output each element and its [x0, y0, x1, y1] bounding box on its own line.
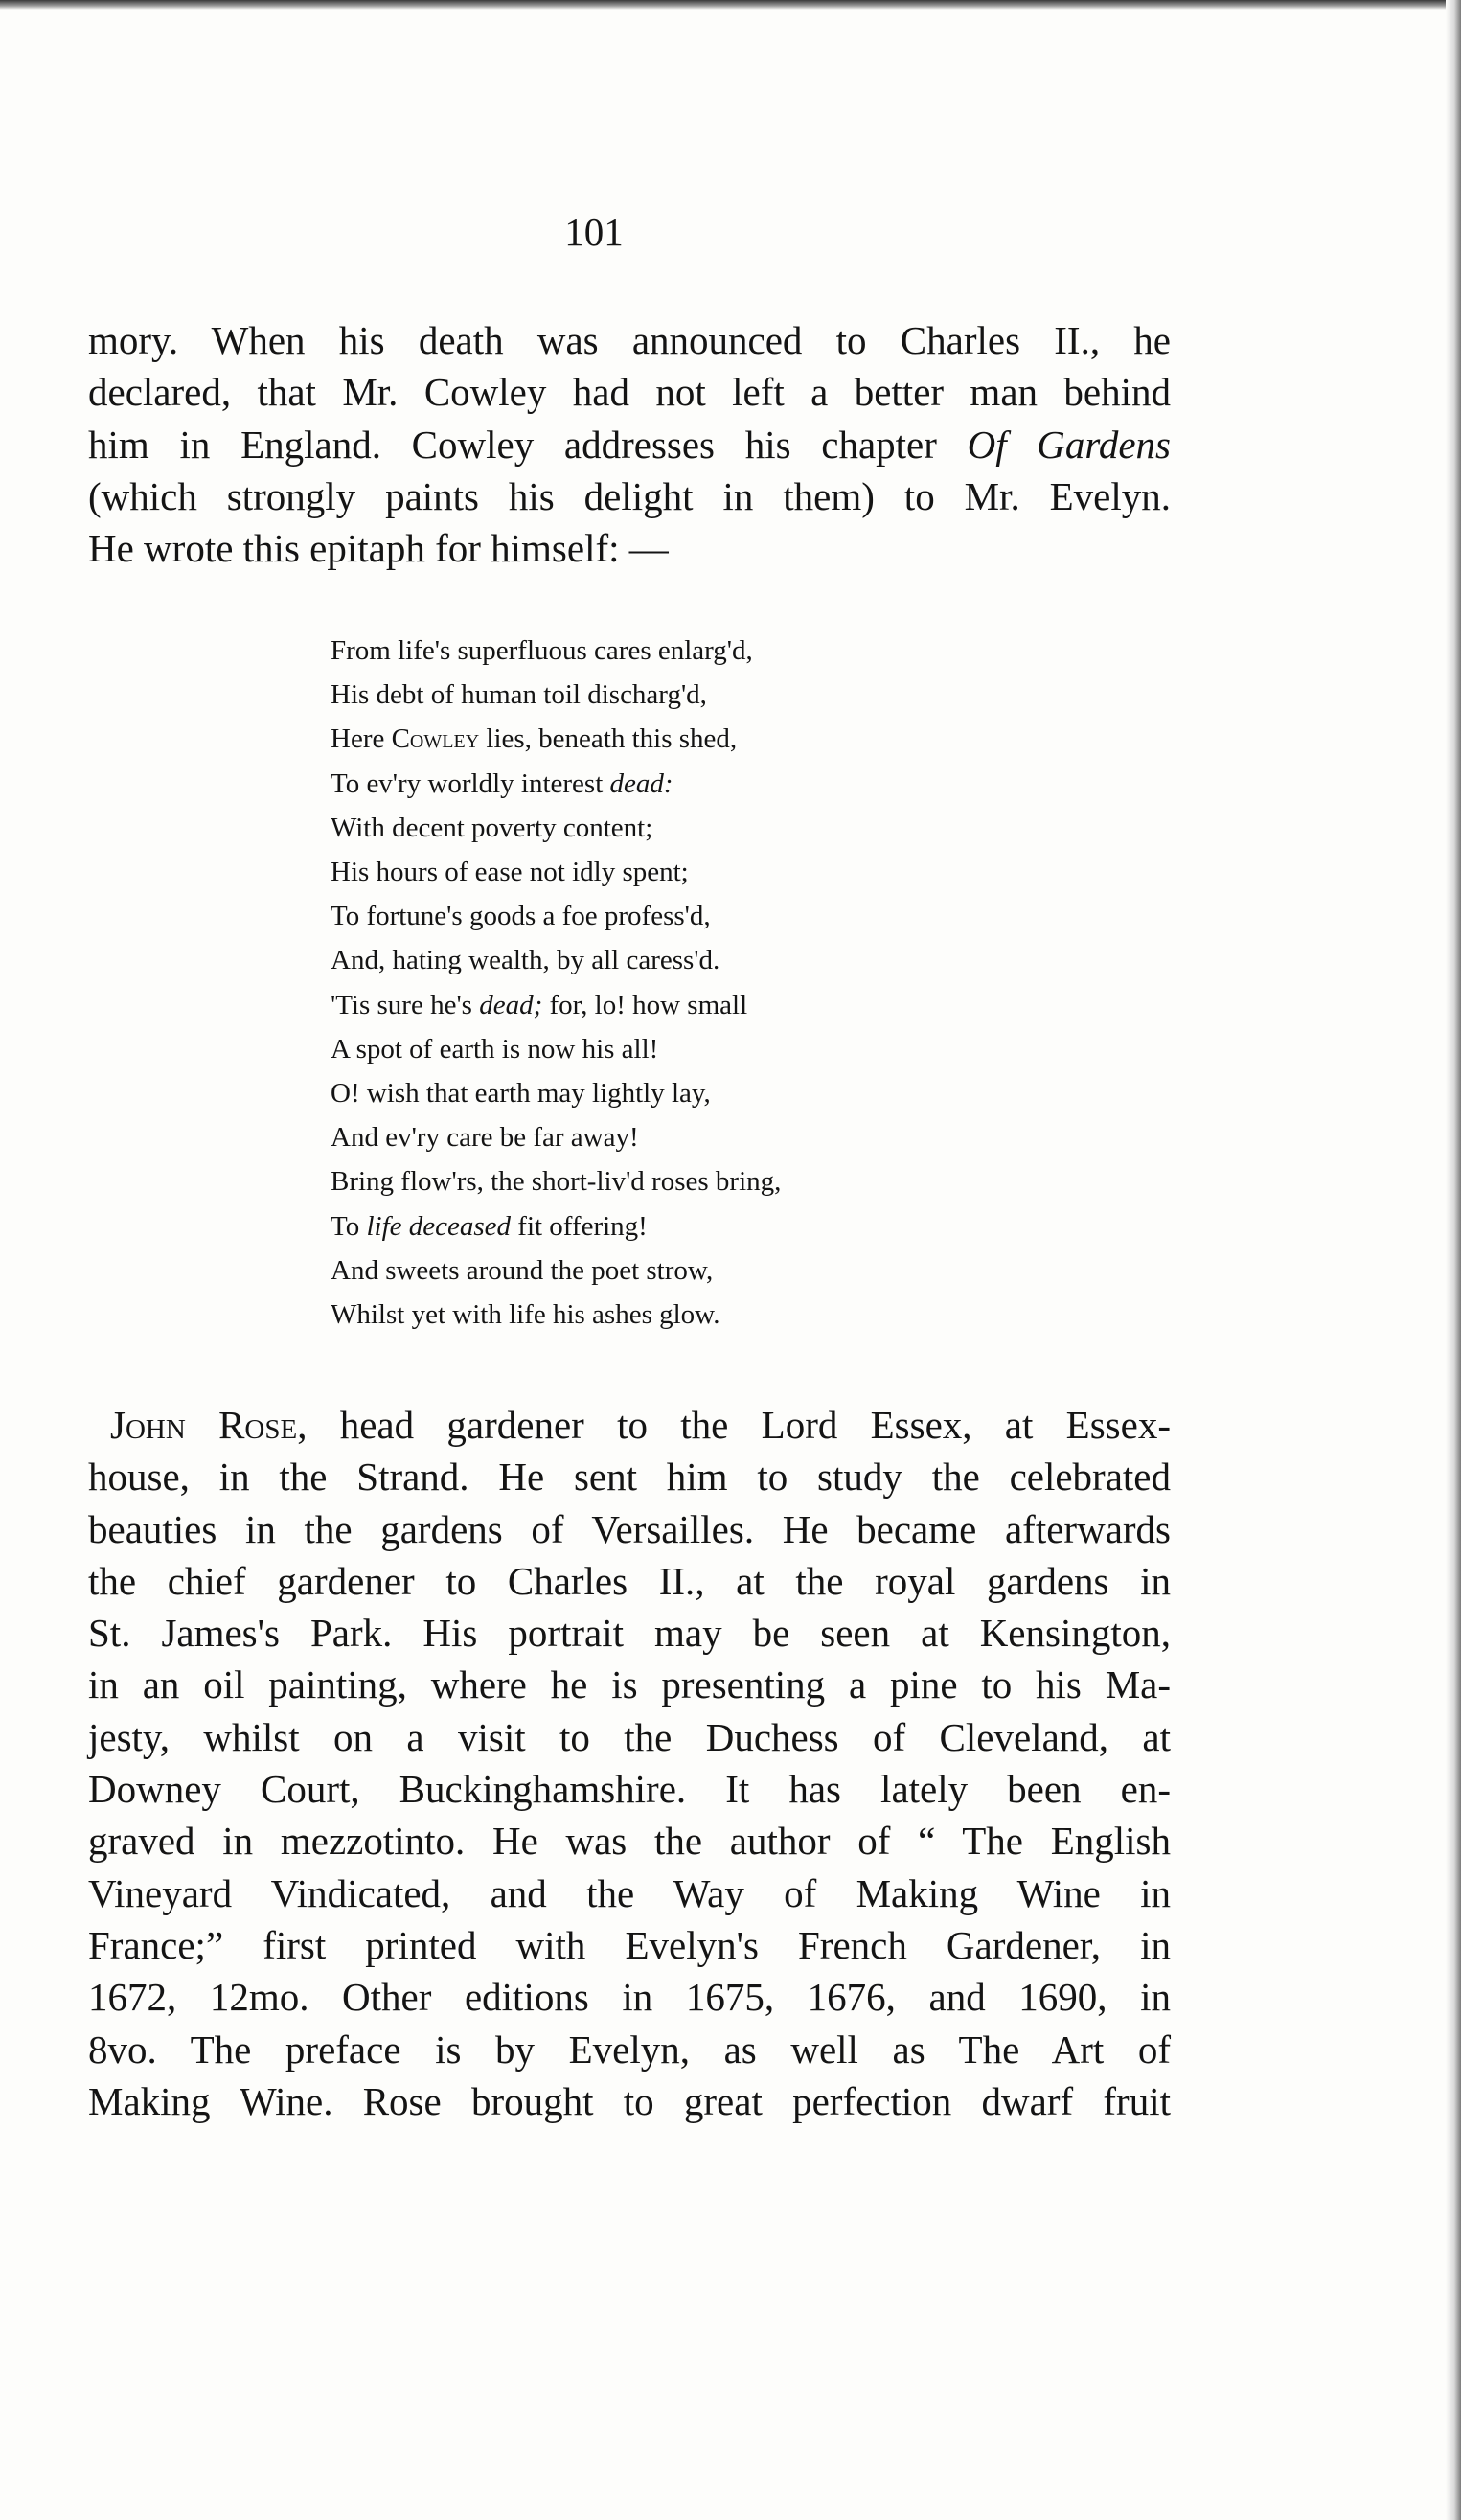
text-line: St. James's Park. His portrait may be seen at Kensington,: [88, 1611, 1171, 1656]
italic-word: dead:: [609, 767, 673, 799]
text-line: jesty, whilst on a visit to the Duchess of Cleveland, at: [88, 1714, 1171, 1759]
poem-line: [331, 762, 1001, 806]
text-line: 8vo. The preface is by Evelyn, as well as The Art of: [88, 2027, 1171, 2072]
text-segment: Here: [331, 723, 392, 755]
text-segment: him in England. Cowley addresses his chapter: [88, 422, 968, 467]
poem-line: [331, 983, 1001, 1027]
text-segment: , head gardener to the Lord Essex, at Essex-: [297, 1403, 1171, 1447]
paragraph-cowley: [88, 314, 1171, 574]
person-name: John Rose: [110, 1403, 298, 1447]
text-line: declared, that Mr. Cowley had not left a better man behind: [88, 370, 1171, 415]
text-line-with-title: [88, 419, 1171, 470]
poem-line: And, hating wealth, by all caress'd.: [331, 945, 720, 976]
page-right-edge: [1446, 0, 1461, 2520]
text-segment: To: [331, 1210, 367, 1242]
text-line: 1672, 12mo. Other editions in 1675, 1676, and 1690, in: [88, 1975, 1171, 2020]
poem-line: His debt of human toil discharg'd,: [331, 679, 707, 711]
text-segment: lies, beneath this shed,: [479, 723, 738, 755]
text-line: graved in mezzotinto. He was the author of “ The English: [88, 1819, 1171, 1864]
text-line: the chief gardener to Charles II., at the royal gardens in: [88, 1558, 1171, 1603]
text-segment: for, lo! how small: [542, 989, 748, 1020]
text-line: mory. When his death was announced to Charles II., he: [88, 318, 1171, 362]
poem-line: [331, 717, 1001, 761]
page-number: 101: [564, 210, 624, 254]
poem-line: And sweets around the poet strow,: [331, 1254, 714, 1286]
text-line: in an oil painting, where he is presenting a pine to his Ma-: [88, 1662, 1171, 1707]
text-segment: To ev'ry worldly interest: [331, 767, 610, 799]
text-segment: 'Tis sure he's: [331, 989, 480, 1020]
poem-line: With decent poverty content;: [331, 812, 653, 843]
text-line: Making Wine. Rose brought to great perfection dwarf fruit: [88, 2078, 1171, 2123]
poem-line: O! wish that earth may lightly lay,: [331, 1078, 711, 1110]
text-line: house, in the Strand. He sent him to study the celebrated: [88, 1455, 1171, 1500]
poem-line: Whilst yet with life his ashes glow.: [331, 1299, 720, 1331]
poem-line: [331, 1204, 1001, 1249]
text-line: beauties in the gardens of Versailles. He became afterwards: [88, 1506, 1171, 1551]
italic-phrase: life deceased: [366, 1210, 512, 1242]
epitaph-poem: [331, 629, 1001, 1337]
poem-line: A spot of earth is now his all!: [331, 1033, 659, 1065]
poem-line: His hours of ease not idly spent;: [331, 857, 689, 888]
poem-line: Bring flow'rs, the short-liv'd roses bring,: [331, 1166, 782, 1198]
text-line: [110, 1399, 1171, 1451]
chapter-title: Of Gardens: [967, 422, 1171, 467]
paragraph-john-rose-body: [88, 1451, 1171, 2127]
poem-line: From life's superfluous cares enlarg'd,: [331, 635, 753, 666]
text-line: Vineyard Vindicated, and the Way of Making Wine in: [88, 1870, 1171, 1915]
text-line: He wrote this epitaph for himself: —: [88, 526, 669, 571]
page-top-edge: [0, 0, 1461, 10]
italic-word: dead;: [479, 989, 543, 1020]
poet-name: Cowley: [391, 723, 480, 755]
text-line: France;” first printed with Evelyn's French Gardener, in: [88, 1922, 1171, 1967]
poem-line: And ev'ry care be far away!: [331, 1122, 639, 1154]
text-segment: fit offering!: [511, 1210, 648, 1242]
text-line: (which strongly paints his delight in them) to Mr. Evelyn.: [88, 473, 1171, 518]
text-line: Downey Court, Buckinghamshire. It has lately been en-: [88, 1767, 1171, 1812]
paragraph-john-rose: [110, 1399, 1171, 1451]
poem-line: To fortune's goods a foe profess'd,: [331, 901, 711, 932]
